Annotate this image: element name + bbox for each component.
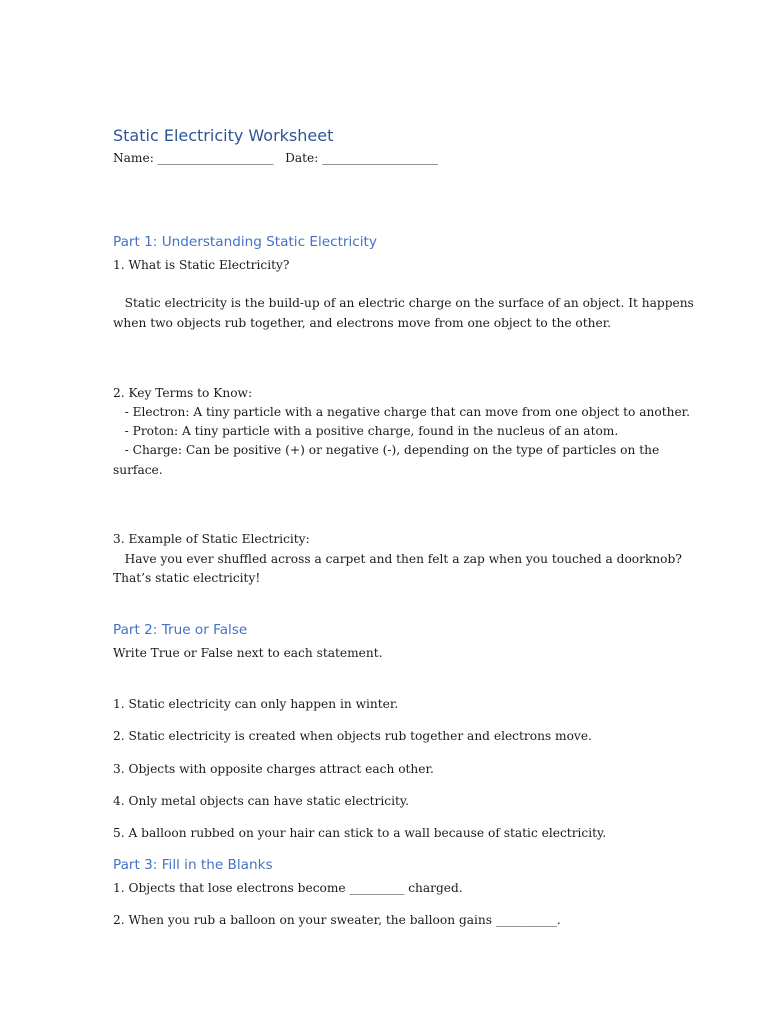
part1-question-3: 3. Example of Static Electricity: (113, 532, 310, 546)
true-false-statement: 4. Only metal objects can have static electricity. (113, 794, 410, 808)
part2-heading: Part 2: True or False (113, 622, 248, 638)
name-date-fields: Name: ___________________ Date: ___________________ (113, 151, 438, 165)
true-false-statement: 1. Static electricity can only happen in winter. (113, 697, 399, 711)
part1-question-1: 1. What is Static Electricity? (113, 258, 290, 272)
fill-blank-item: 2. When you rub a balloon on your sweater, the balloon gains __________. (113, 913, 561, 927)
part1-question-2: 2. Key Terms to Know: (113, 386, 253, 400)
part2-instruction: Write True or False next to each statement. (113, 646, 383, 660)
part1-answer-1-line-1: Static electricity is the build-up of an electric charge on the surface of an object. It happens (113, 296, 694, 310)
true-false-statement: 3. Objects with opposite charges attract each other. (113, 762, 434, 776)
true-false-statement: 2. Static electricity is created when objects rub together and electrons move. (113, 729, 592, 743)
term-charge-line-1: - Charge: Can be positive (+) or negative (-), depending on the type of particles on the (113, 443, 660, 457)
part1-example-line-1: Have you ever shuffled across a carpet and then felt a zap when you touched a doorknob? (113, 552, 682, 566)
part1-heading: Part 1: Understanding Static Electricity (113, 234, 377, 250)
part1-answer-1-line-2: when two objects rub together, and electrons move from one object to the other. (113, 316, 612, 330)
true-false-statement: 5. A balloon rubbed on your hair can stick to a wall because of static electricity. (113, 826, 607, 840)
term-charge-line-2: surface. (113, 463, 163, 477)
term-proton: - Proton: A tiny particle with a positive charge, found in the nucleus of an atom. (113, 424, 619, 438)
part3-heading: Part 3: Fill in the Blanks (113, 857, 273, 873)
fill-blank-item: 1. Objects that lose electrons become _________ charged. (113, 881, 463, 895)
term-electron: - Electron: A tiny particle with a negative charge that can move from one object to another. (113, 405, 691, 419)
worksheet-title: Static Electricity Worksheet (113, 126, 334, 145)
part1-example-line-2: That’s static electricity! (113, 571, 261, 585)
